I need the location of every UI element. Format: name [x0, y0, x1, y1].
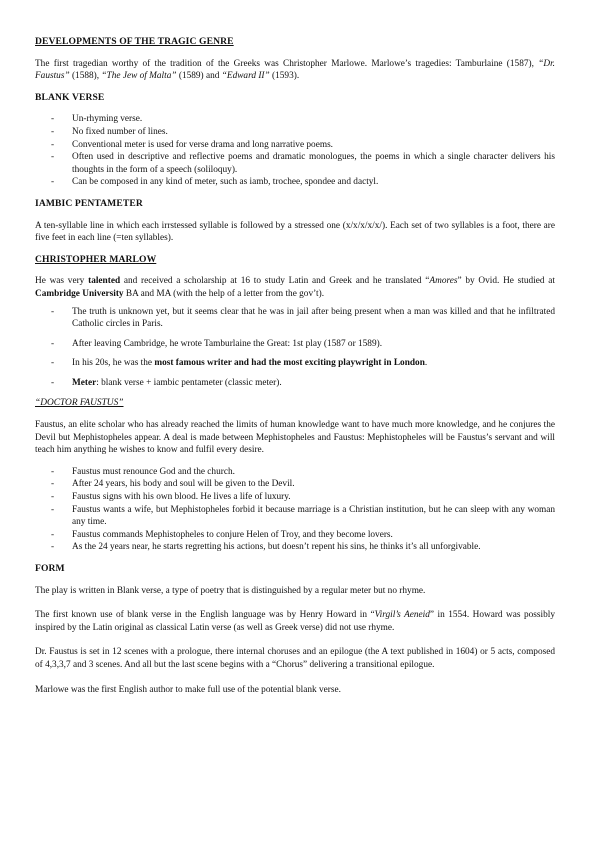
list-item: - In his 20s, he was the most famous writer and had the most exciting playwright in London. — [51, 358, 428, 369]
faustus-paragraph: Faustus, an elite scholar who has already reached the limits of human knowledge want to have much more knowledge, and he conjures the Devil but Mephistopheles appear. A deal is made between Mephistopheles and Faustus: Mephistopheles will be Faustus’s servant and will teach him anything he wishes to know and fulfil every desire. — [35, 420, 555, 456]
marlow-list — [35, 306, 555, 390]
developments-paragraph: The first tragedian worthy of the tradition of the Greeks was Christopher Marlowe. Marlowe’s tragedies: Tamburlaine (1587), “Dr. Faustus” (1588), “The Jew of Malta” (1589) and “Edward II” (1593). — [35, 58, 555, 82]
list-item: - Conventional meter is used for verse drama and long narrative poems. — [51, 139, 334, 150]
form-paragraph-3: Dr. Faustus is set in 12 scenes with a prologue, there internal choruses and an epilogue (the A text published in 1604) or 5 acts, composed of 4,3,3,7 and 3 scenes. And all but the last scene begins with a “Chorus” delivering a transitional epilogue. — [35, 647, 555, 670]
form-paragraph-1: The play is written in Blank verse, a type of poetry that is distinguished by a regular meter but no rhyme. — [35, 585, 426, 596]
list-item: - Faustus wants a wife, but Mephistopheles forbid it because marriage is a Christian institution, but he can sleep with any woman any time. — [51, 504, 555, 528]
iambic-paragraph: A ten-syllable line in which each irrstessed syllable is followed by a stressed one (x/x/x/x/x/). Each set of two syllables is a foot, there are five feet in each line (=ten syllables). — [35, 220, 555, 244]
form-paragraph-2: The first known use of blank verse in the English language was by Henry Howard in “Virgil’s Aeneid” in 1554. Howard was possibly inspired by the Latin original as classical Latin verse (as well as Greek verse) did not use rhyme. — [35, 610, 555, 633]
document-page — [35, 36, 555, 705]
heading-blank-verse: BLANK VERSE — [35, 91, 105, 103]
blank-verse-list — [35, 113, 555, 189]
list-item: - Can be composed in any kind of meter, such as iamb, trochee, spondee and dactyl. — [51, 177, 379, 188]
list-item: - After leaving Cambridge, he wrote Tamburlaine the Great: 1st play (1587 or 1589). — [51, 338, 383, 349]
marlow-paragraph: He was very talented and received a scholarship at 16 to study Latin and Greek and he translated “Amores” by Ovid. He studied at Cambridge University BA and MA (with the help of a letter from the gov’t). — [35, 276, 556, 299]
faustus-list — [35, 466, 555, 554]
heading-form: FORM — [35, 563, 65, 574]
form-paragraph-4: Marlowe was the first English author to make full use of the potential blank verse. — [35, 684, 341, 695]
list-item: - Faustus commands Mephistopheles to conjure Helen of Troy, and they become lovers. — [51, 529, 393, 540]
list-item: - Often used in descriptive and reflective poems and dramatic monologues, the poems in which a single character delivers his thoughts in the form of a speech (soliloquy). — [51, 152, 555, 175]
list-item: - After 24 years, his body and soul will be given to the Devil. — [51, 479, 295, 490]
heading-developments: DEVELOPMENTS OF THE TRAGIC GENRE — [35, 36, 234, 47]
list-item: - The truth is unknown yet, but it seems clear that he was in jail after being present when a man was killed and that he infiltrated Catholic circles in Paris. — [51, 306, 555, 330]
heading-christopher-marlow: CHRISTOPHER MARLOW — [35, 253, 157, 265]
list-item: - No fixed number of lines. — [51, 126, 168, 137]
list-item: - Un-rhyming verse. — [51, 114, 143, 125]
heading-iambic-pentameter: IAMBIC PENTAMETER — [35, 197, 143, 209]
list-item: - Faustus signs with his own blood. He lives a life of luxury. — [51, 492, 291, 503]
heading-doctor-faustus: “DOCTOR FAUSTUS” — [35, 398, 124, 409]
list-item: - Meter: blank verse + iambic pentameter (classic meter). — [51, 377, 282, 388]
list-item: - As the 24 years near, he starts regretting his actions, but doesn’t repent his sins, he thinks it’s all unforgivable. — [51, 542, 481, 553]
list-item: - Faustus must renounce God and the church. — [51, 466, 235, 477]
